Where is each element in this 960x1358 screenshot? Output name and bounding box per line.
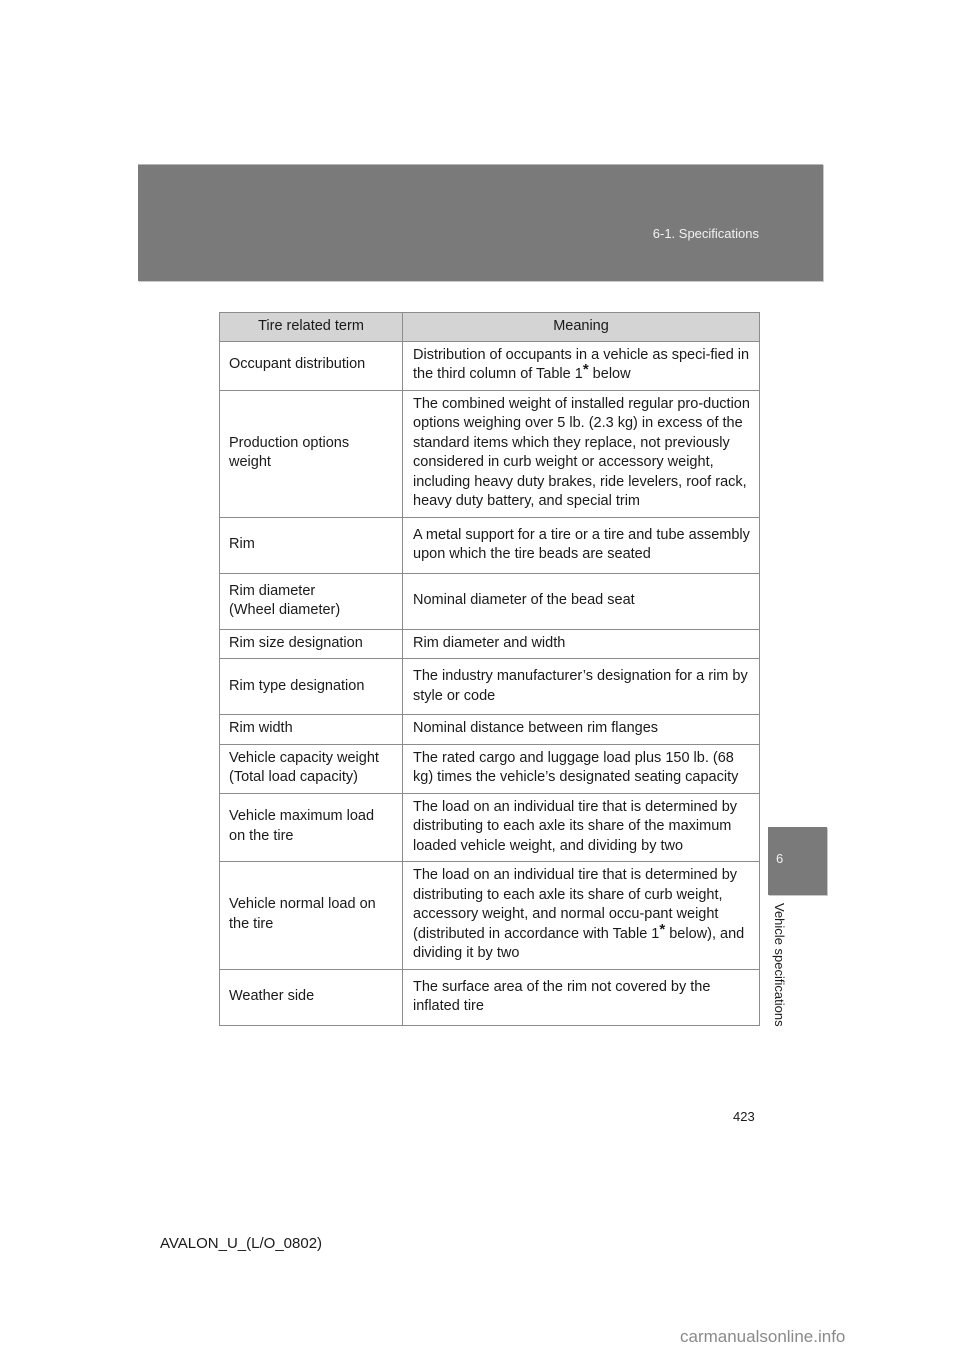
table-row (220, 744, 760, 793)
table-row (220, 517, 760, 573)
chapter-tab (768, 827, 827, 895)
meaning-cell (403, 862, 760, 970)
chapter-number: 6 (776, 851, 784, 866)
table-row (220, 793, 760, 862)
term-cell (220, 573, 403, 629)
meaning-cell: The surface area of the rim not covered by the inflated tire (403, 969, 760, 1025)
table-header-row (220, 313, 760, 342)
term-line: Rim diameter (229, 582, 316, 599)
column-header-meaning: Meaning (403, 313, 760, 342)
meaning-cell: Rim diameter and width (403, 629, 760, 659)
table-row (220, 715, 760, 745)
meaning-text: Distribution of occupants in a vehicle as speci-fied in the third column of Table 1 (413, 346, 750, 382)
column-header-term: Tire related term (220, 313, 403, 342)
term-line: (Wheel diameter) (229, 602, 341, 618)
term-cell: Vehicle normal load on the tire (220, 862, 403, 970)
document-code: AVALON_U_(L/O_0802) (160, 1235, 323, 1252)
table-row (220, 862, 760, 970)
term-cell: Rim (220, 517, 403, 573)
meaning-text: The load on an individual tire that is determined by distributing to each axle its share of curb weight, accessory weight, and normal occu-pant weight (distributed in accordance with Table 1 (413, 867, 738, 942)
meaning-text-suffix: below (588, 366, 631, 382)
term-cell: Occupant distribution (220, 341, 403, 390)
meaning-cell: The combined weight of installed regular pro-duction options weighing over 5 lb. (2.3 kg) in excess of the standard items which they replace, not previously considered in curb weight or accessory weight, including heavy duty brakes, ride levelers, roof rack, heavy duty battery, and special trim (403, 390, 760, 517)
term-cell: Rim type designation (220, 659, 403, 715)
page-number: 423 (733, 1109, 755, 1124)
meaning-cell: The rated cargo and luggage load plus 150 lb. (68 kg) times the vehicle’s designated seating capacity (403, 744, 760, 793)
table-row (220, 629, 760, 659)
table-row (220, 969, 760, 1025)
meaning-cell: A metal support for a tire or a tire and tube assembly upon which the tire beads are seated (403, 517, 760, 573)
term-cell: Rim size designation (220, 629, 403, 659)
table-row (220, 659, 760, 715)
table-row (220, 341, 760, 390)
meaning-cell: Nominal distance between rim flanges (403, 715, 760, 745)
term-cell: Rim width (220, 715, 403, 745)
meaning-cell (403, 341, 760, 390)
meaning-cell: The industry manufacturer’s designation for a rim by style or code (403, 659, 760, 715)
table-row (220, 573, 760, 629)
meaning-cell: The load on an individual tire that is determined by distributing to each axle its share of the maximum loaded vehicle weight, and dividing by two (403, 793, 760, 862)
term-cell: Weather side (220, 969, 403, 1025)
meaning-text-suffix: below), and dividing it by two (413, 925, 745, 961)
term-cell: Vehicle capacity weight (Total load capacity) (220, 744, 403, 793)
section-title: 6-1. Specifications (652, 226, 759, 241)
term-cell: Production options weight (220, 390, 403, 517)
term-cell: Vehicle maximum load on the tire (220, 793, 403, 862)
chapter-label: Vehicle specifications (772, 903, 787, 1027)
watermark: carmanualsonline.info (680, 1327, 846, 1346)
footnote-asterisk: * (582, 361, 589, 378)
table-row (220, 390, 760, 517)
section-header-band (138, 164, 823, 281)
tire-terms-table (219, 312, 760, 1026)
footnote-asterisk: * (659, 920, 666, 938)
meaning-cell: Nominal diameter of the bead seat (403, 573, 760, 629)
